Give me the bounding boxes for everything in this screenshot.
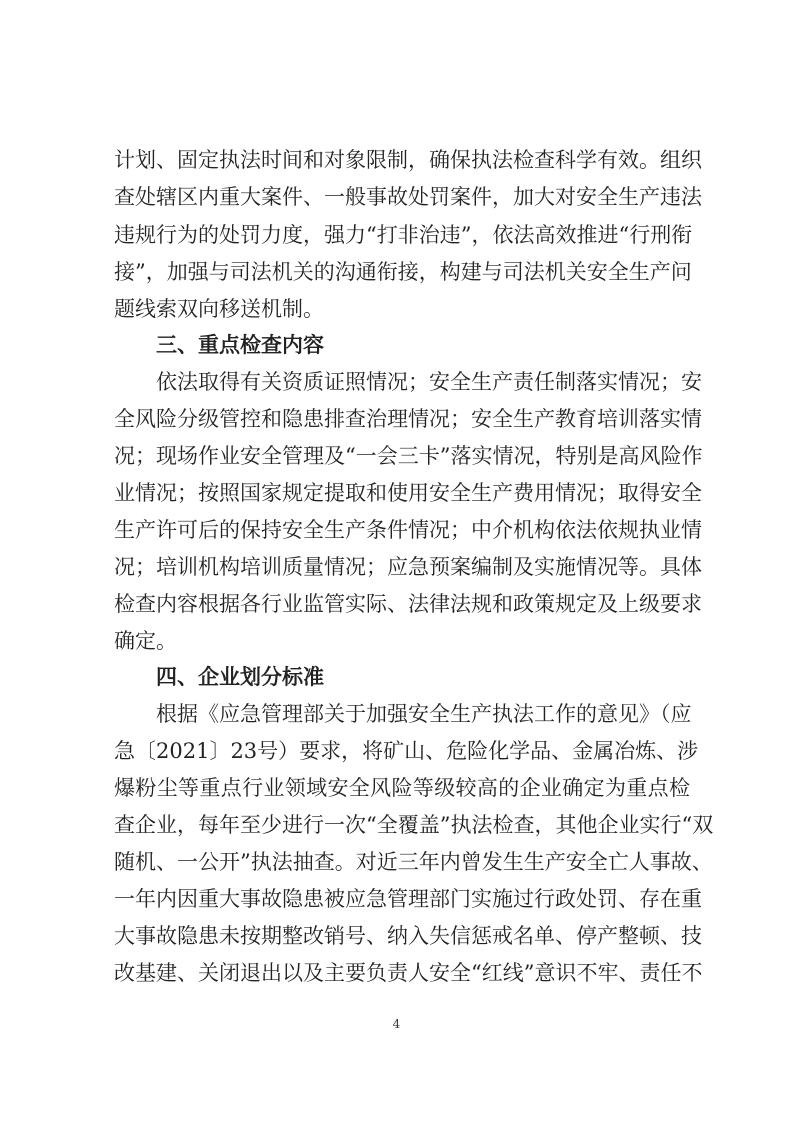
paragraph-line: 爆粉尘等重点行业领域安全风险等级较高的企业确定为重点检	[114, 776, 690, 800]
paragraph-line: 生产许可后的保持安全生产条件情况；中介机构依法依规执业情	[114, 518, 702, 542]
paragraph-line: 查处辖区内重大案件、一般事故处罚案件，加大对安全生产违法	[114, 185, 702, 209]
paragraph-line: 随机、一公开”执法抽查。对近三年内曾发生生产安全亡人事故、	[114, 850, 713, 874]
paragraph-line: 题线索双向移送机制。	[114, 297, 324, 321]
paragraph-line: 况；现场作业安全管理及“一会三卡”落实情况，特别是高风险作	[114, 444, 703, 468]
paragraph-line: 接”，加强与司法机关的沟通衔接，构建与司法机关安全生产问	[114, 260, 692, 284]
paragraph-line: 一年内因重大事故隐患被应急管理部门实施过行政处罚、存在重	[114, 887, 702, 911]
paragraph-line: 计划、固定执法时间和对象限制，确保执法检查科学有效。组织	[114, 148, 702, 172]
paragraph-line: 违规行为的处罚力度，强力“打非治违”，依法高效推进“行刑衔	[114, 223, 693, 247]
paragraph-line: 大事故隐患未按期整改销号、纳入失信惩戒名单、停产整顿、技	[114, 924, 702, 948]
page-number: 4	[392, 1017, 401, 1031]
paragraph-line: 业情况；按照国家规定提取和使用安全生产费用情况；取得安全	[114, 481, 702, 505]
paragraph-line: 确定。	[114, 629, 177, 653]
paragraph-line: 依法取得有关资质证照情况；安全生产责任制落实情况；安	[156, 370, 702, 394]
paragraph-line: 全风险分级管控和隐患排查治理情况；安全生产教育培训落实情	[114, 407, 702, 431]
paragraph-line: 检查内容根据各行业监管实际、法律法规和政策规定及上级要求	[114, 592, 702, 616]
paragraph-line: 根据《应急管理部关于加强安全生产执法工作的意见》（应	[156, 702, 692, 726]
paragraph-line: 急〔2021〕23号）要求，将矿山、危险化学品、金属冶炼、涉	[114, 739, 699, 763]
paragraph-line: 况；培训机构培训质量情况；应急预案编制及实施情况等。具体	[114, 555, 702, 579]
section-heading-4: 四、企业划分标准	[156, 665, 324, 689]
section-heading-3: 三、重点检查内容	[156, 333, 324, 357]
paragraph-line: 改基建、关闭退出以及主要负责人安全“红线”意识不牢、责任不	[114, 961, 703, 985]
paragraph-line: 查企业，每年至少进行一次“全覆盖”执法检查，其他企业实行“双	[114, 813, 714, 837]
